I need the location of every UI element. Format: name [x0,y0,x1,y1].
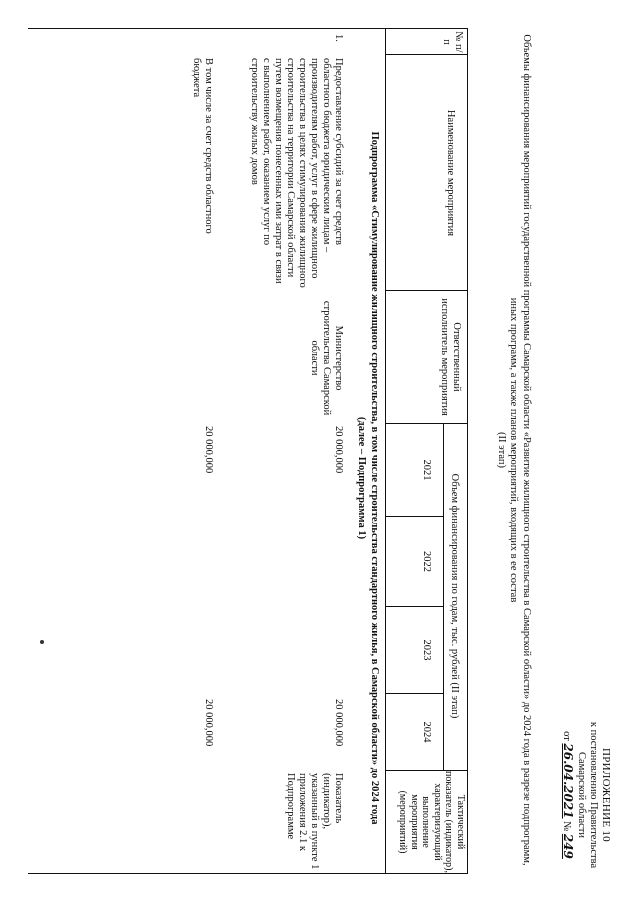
appendix-line-1: к постановлению Правительства [588,721,600,869]
row2-name: В том числе за счет средств областного бюджета [191,58,214,234]
row1-name: Предоставление субсидий за счет средств областного бюджета юридическим лицам – производителям работ, услуг в сфере жилищного строительства в целях стимулирования жилищного строительства на территории Самарской области путем возмещения понесенных ими затрат в связи с выполнением работ, оказанием услуг по строительству жилых домов [249,58,344,288]
header-funding-group: Объем финансирования по годам, тыс. рублей (II этап) [449,473,460,719]
subprogram-line-1: Подпрограмма «Стимулирование жилищного строительства, в том числе строительства стандартного жилья, в Самарской области» до 2024 года [369,131,380,825]
header-2021: 2021 [421,459,432,481]
row1-executor: Министерство строительства Самарской области [309,300,344,416]
col-divider-2021 [386,516,444,517]
spacer [467,628,468,629]
heading-line-3: (II этап) [496,432,507,468]
col-divider-num [386,54,468,55]
header-bottom-line [385,28,386,874]
row1-2021: 20 000,000 [333,426,344,474]
header-num: № п/п [441,31,464,53]
table-border-top [467,28,468,874]
appendix-title: ПРИЛОЖЕНИЕ 10 [600,748,612,842]
funding-table [28,28,468,874]
document-heading [495,30,533,870]
row2-total: 20 000,000 [203,699,214,747]
heading-line-2: иных программ, а также планов мероприятий, входящих в ее состав [508,297,520,603]
scan-speck [40,640,44,644]
handwritten-number: 249 [561,833,576,859]
funding-group-line [443,423,444,771]
appendix-block [560,705,612,885]
header-2022: 2022 [421,551,432,572]
row1-indicator: Показатель (индикатор), указанный в пункте 1 приложения 2.1 к Подпрограмме [285,773,344,870]
appendix-line-2: Самарской области [576,752,587,838]
col-divider-name [386,290,468,291]
row2-2021: 20 000,000 [203,426,214,474]
heading-line-1: Объемы финансирования мероприятий государственной программы Самарской области «Развитие жилищного строительства в Самарской области» до 2024 года в разрезе подпрограмм, [521,34,532,866]
col-divider-2022 [386,606,444,607]
appendix-date-line [560,705,575,885]
header-executor: Ответственный исполнитель мероприятия [439,298,462,416]
header-indicator: Тактический показатель (индикатор), характеризующий выполнение мероприятия (мероприятий) [397,771,466,873]
col-divider-2023 [386,693,444,694]
subprogram-line-2: (далее – Подпрограмма 1) [356,416,368,540]
table-border-left [28,28,468,29]
subprogram-title [355,98,380,858]
handwritten-date: 26.04.2021 [561,743,576,819]
row1-total: 20 000,000 [333,699,344,747]
header-2023: 2023 [421,639,432,661]
header-name: Наименование мероприятия [445,109,456,237]
row1-num: 1. [333,34,344,42]
table-border-right [28,873,468,874]
number-prefix: № [561,821,573,832]
header-2024: 2024 [421,721,432,743]
date-prefix: от [561,731,573,741]
